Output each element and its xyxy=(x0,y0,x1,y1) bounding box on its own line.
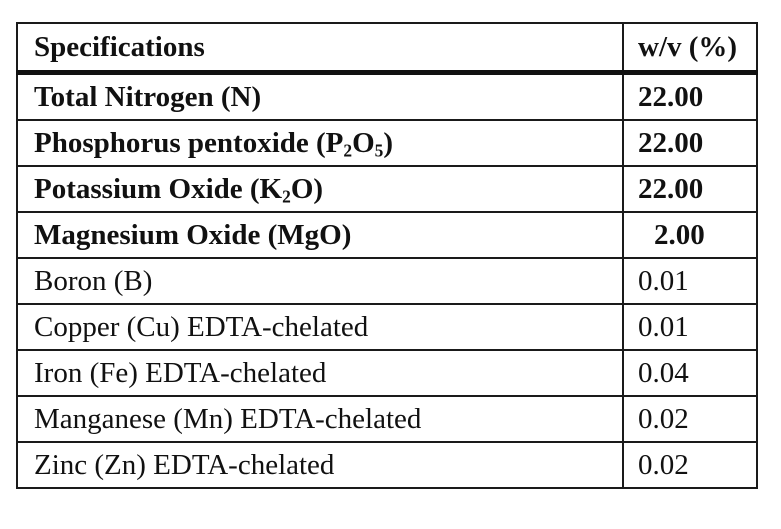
table-row xyxy=(17,166,757,212)
table-row xyxy=(17,350,757,396)
row-value: 2.00 xyxy=(623,212,757,258)
table-row xyxy=(17,396,757,442)
row-name-total-nitrogen: Total Nitrogen (N) xyxy=(17,73,623,121)
table-row xyxy=(17,73,757,121)
table-row xyxy=(17,120,757,166)
row-name-manganese: Manganese (Mn) EDTA-chelated xyxy=(17,396,623,442)
row-value: 22.00 xyxy=(623,166,757,212)
table-row xyxy=(17,212,757,258)
row-value: 22.00 xyxy=(623,120,757,166)
row-value: 0.02 xyxy=(623,396,757,442)
row-name-iron: Iron (Fe) EDTA-chelated xyxy=(17,350,623,396)
table-row xyxy=(17,258,757,304)
row-value: 0.02 xyxy=(623,442,757,488)
header-wv-percent: w/v (%) xyxy=(623,23,757,73)
row-value: 0.01 xyxy=(623,258,757,304)
table-row xyxy=(17,304,757,350)
row-value: 0.01 xyxy=(623,304,757,350)
table-row xyxy=(17,442,757,488)
row-name-copper: Copper (Cu) EDTA-chelated xyxy=(17,304,623,350)
header-specifications: Specifications xyxy=(17,23,623,73)
specifications-table xyxy=(16,22,758,489)
row-value: 22.00 xyxy=(623,73,757,121)
row-value: 0.04 xyxy=(623,350,757,396)
row-name-boron: Boron (B) xyxy=(17,258,623,304)
row-name-potassium-oxide: Potassium Oxide $(K_2O)$ xyxy=(17,166,623,212)
row-name-zinc: Zinc (Zn) EDTA-chelated xyxy=(17,442,623,488)
header-row xyxy=(17,23,757,73)
row-name-phosphorus-pentoxide: Phosphorus pentoxide $(P_2O_5)$ xyxy=(17,120,623,166)
row-name-magnesium-oxide: Magnesium Oxide (MgO) xyxy=(17,212,623,258)
